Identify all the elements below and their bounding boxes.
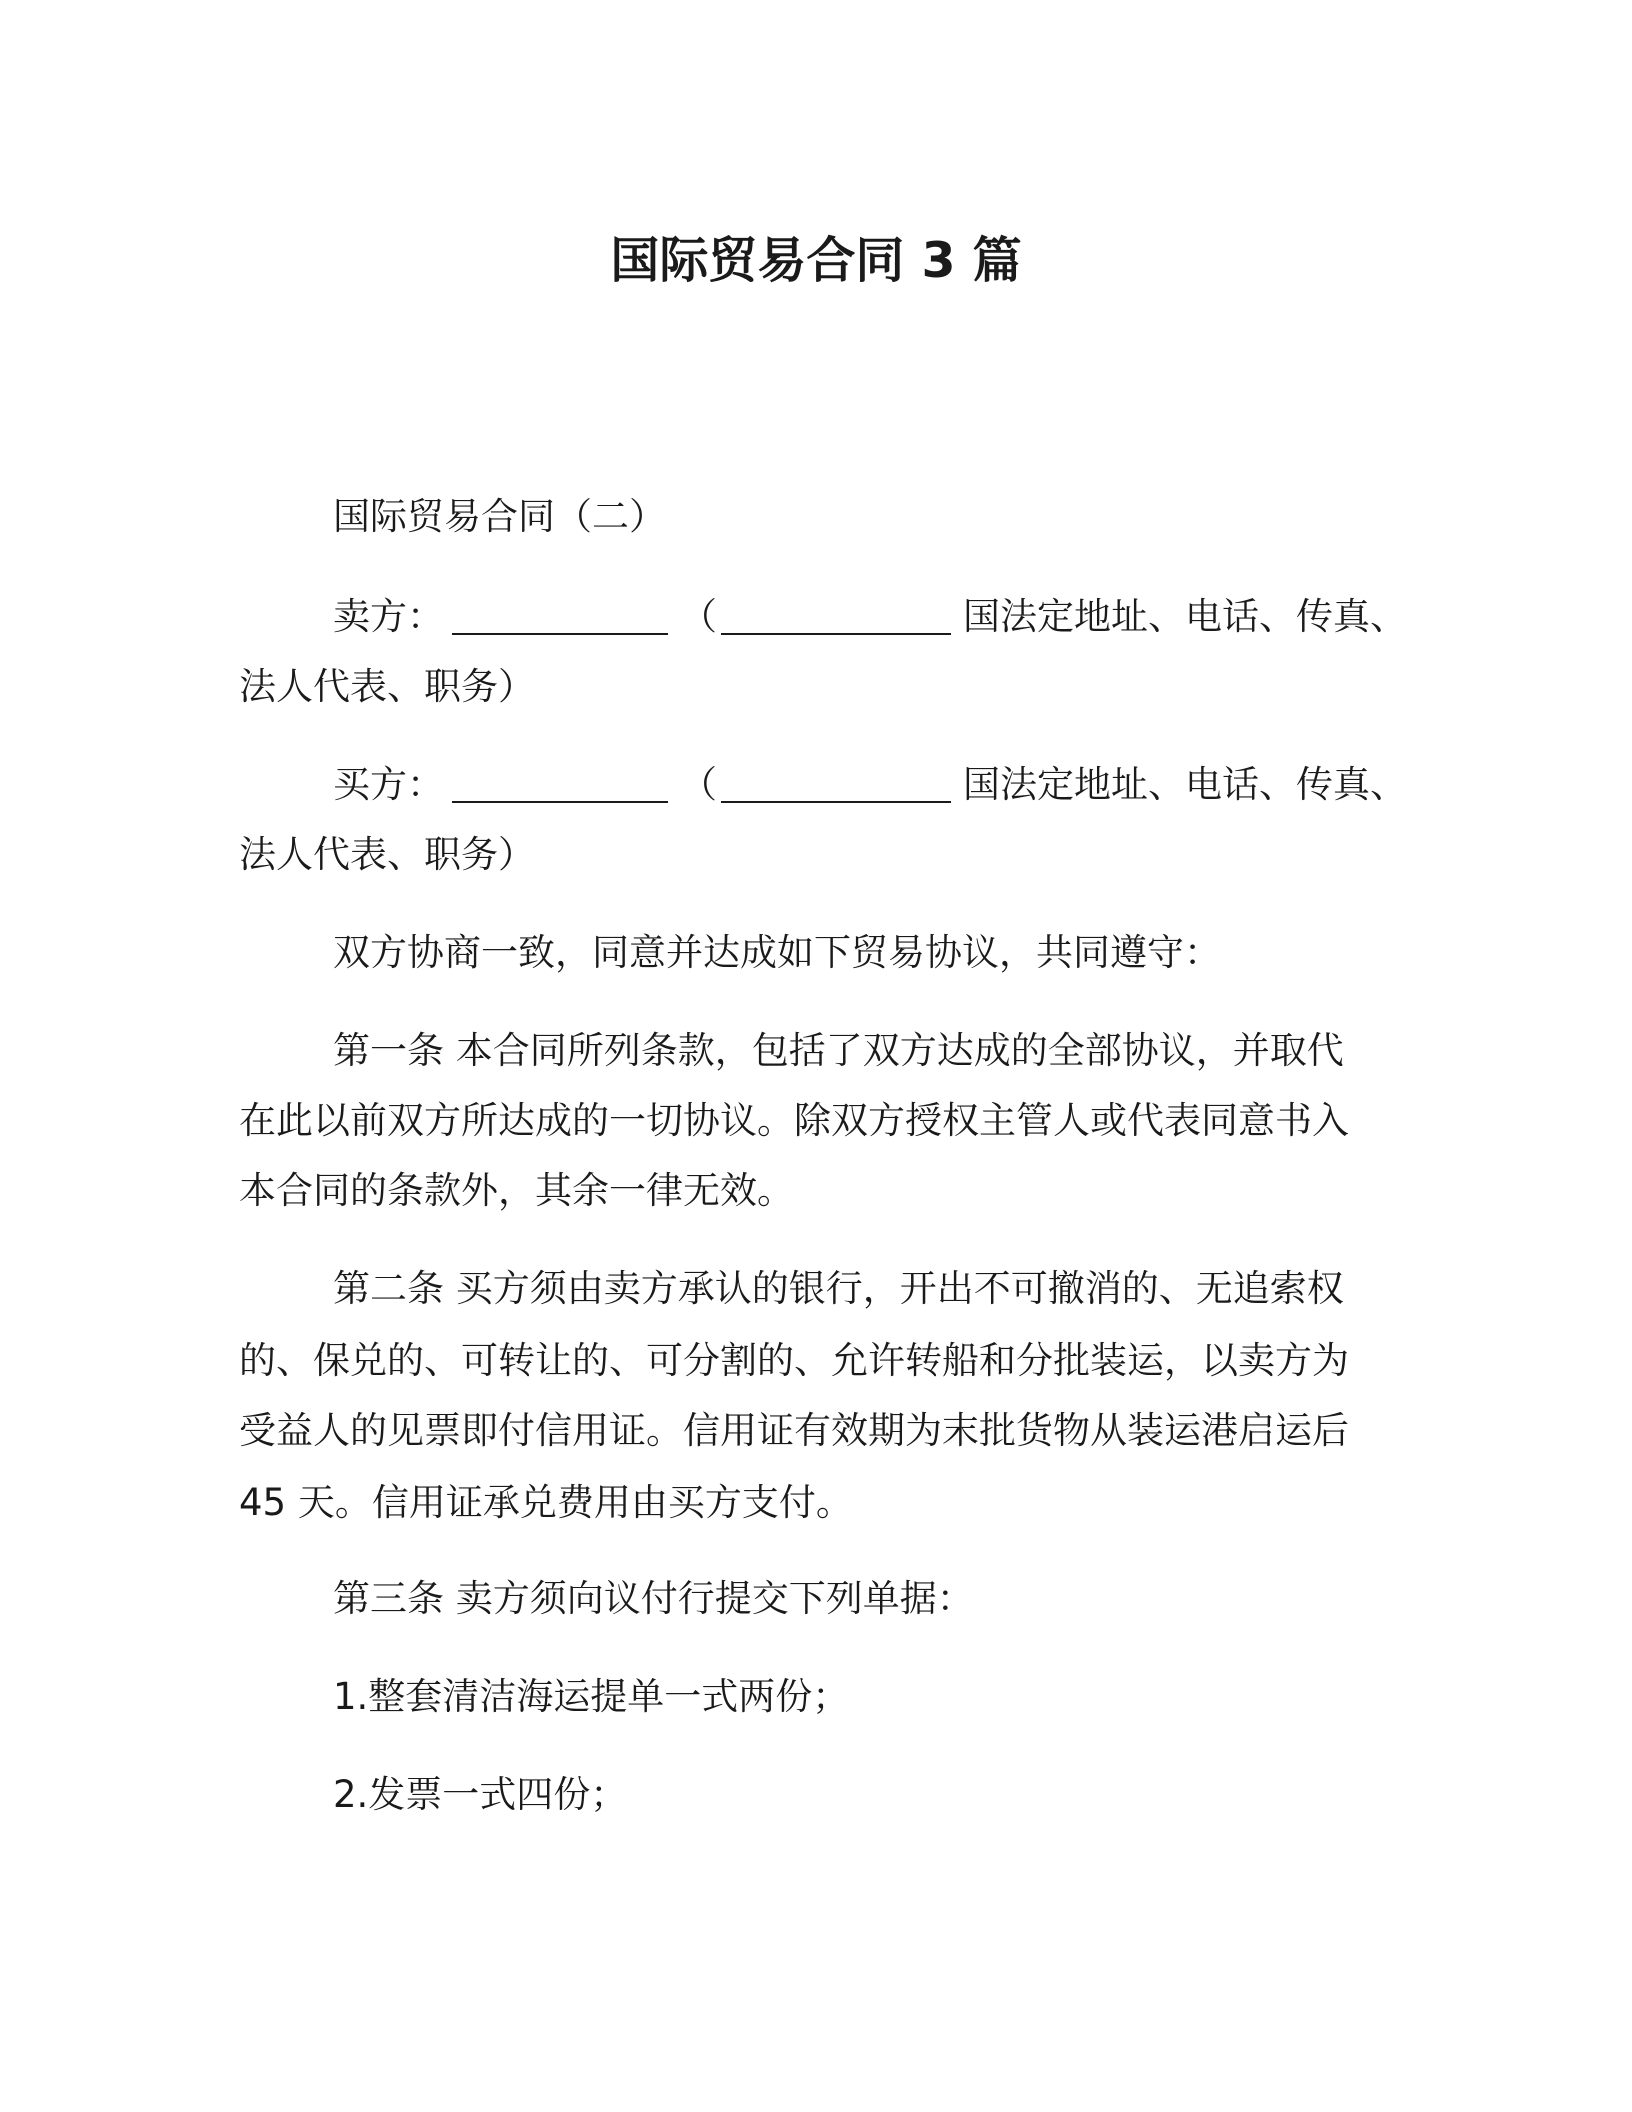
buyer-name-blank (452, 765, 668, 803)
article2-line1: 第二条 买方须由卖方承认的银行，开出不可撤消的、无追索权 (333, 1267, 1344, 1310)
article1-line2: 在此以前双方所达成的一切协议。除双方授权主管人或代表同意书入 (239, 1099, 1349, 1142)
buyer-line (333, 760, 1407, 810)
intro-paragraph: 双方协商一致，同意并达成如下贸易协议，共同遵守： (333, 931, 1221, 974)
buyer-line-2: 法人代表、职务） (239, 833, 535, 876)
seller-country-blank (721, 597, 951, 635)
buyer-open-paren: （ (680, 763, 717, 806)
article2-line3: 受益人的见票即付信用证。信用证有效期为末批货物从装运港启运后 (239, 1409, 1349, 1452)
article3-item-1: 1.整套清洁海运提单一式两份； (333, 1675, 850, 1718)
seller-label: 卖方： (333, 595, 444, 638)
seller-open-paren: （ (680, 595, 717, 638)
seller-line (333, 592, 1407, 642)
contract-subtitle: 国际贸易合同（二） (333, 495, 666, 538)
document-title: 国际贸易合同 3 篇 (610, 232, 1022, 289)
article2-line4: 45 天。信用证承兑费用由买方支付。 (239, 1481, 853, 1524)
article2-line2: 的、保兑的、可转让的、可分割的、允许转船和分批装运，以卖方为 (239, 1339, 1349, 1382)
article3-heading: 第三条 卖方须向议付行提交下列单据： (333, 1577, 974, 1620)
buyer-country-blank (721, 765, 951, 803)
article1-line1: 第一条 本合同所列条款，包括了双方达成的全部协议，并取代 (333, 1029, 1344, 1072)
seller-line-2: 法人代表、职务） (239, 665, 535, 708)
article1-line3: 本合同的条款外，其余一律无效。 (239, 1169, 794, 1212)
buyer-label: 买方： (333, 763, 444, 806)
buyer-details: 国法定地址、电话、传真、 (963, 763, 1407, 806)
seller-details: 国法定地址、电话、传真、 (963, 595, 1407, 638)
article3-item-2: 2.发票一式四份； (333, 1773, 628, 1816)
seller-name-blank (452, 597, 668, 635)
